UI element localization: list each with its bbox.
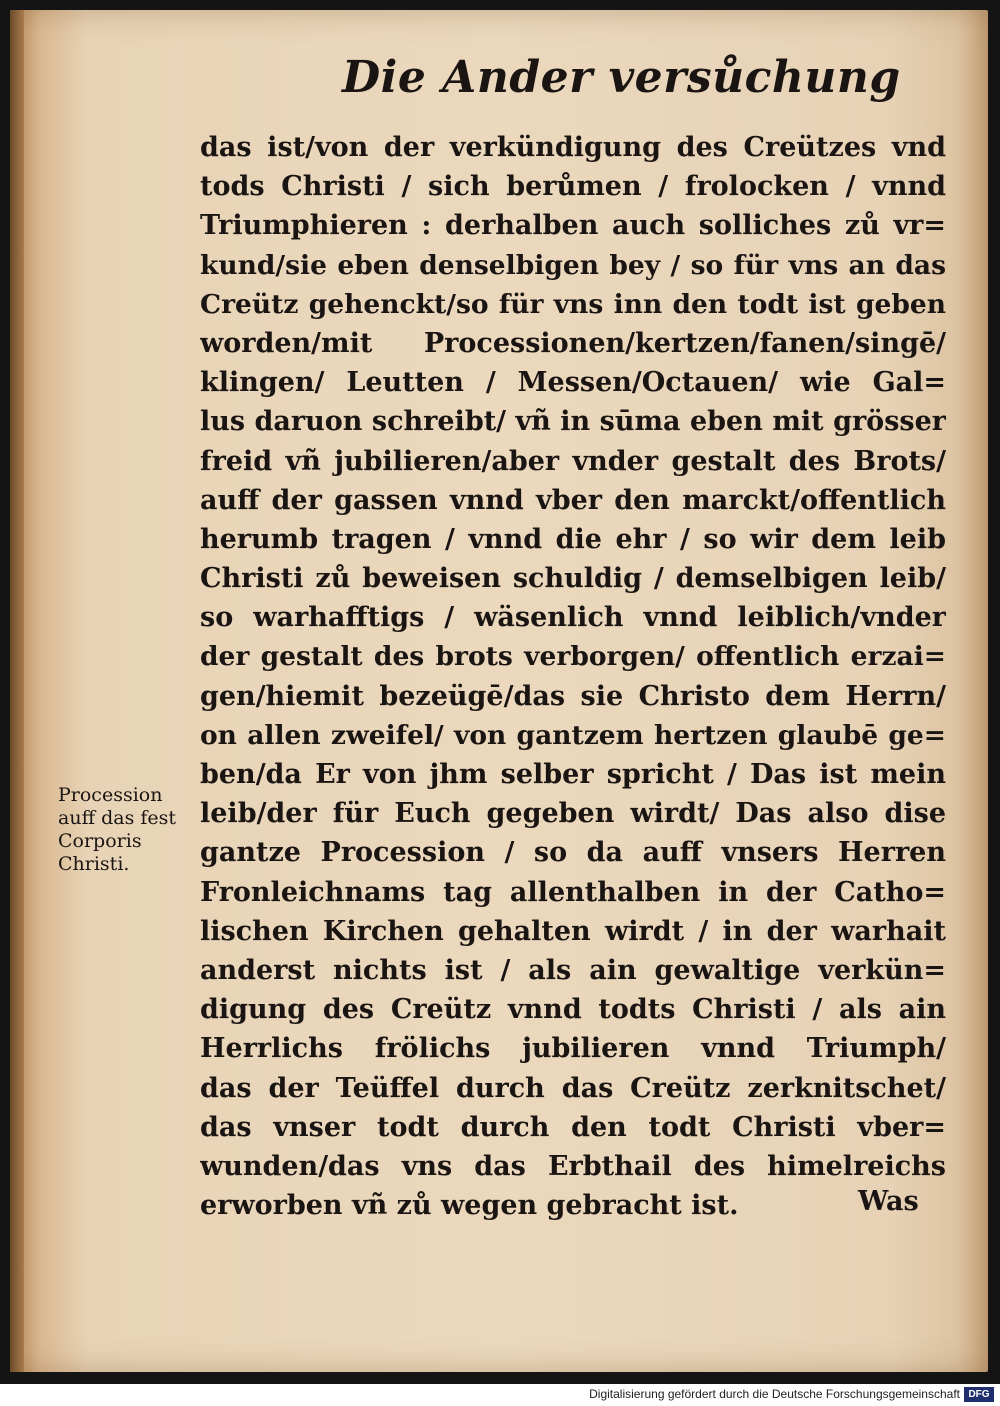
text-line: auff der gassen vnnd vber den marckt/offentlich: [200, 484, 946, 516]
dfg-logo: DFG: [964, 1387, 994, 1402]
text-line: kund/sie eben denselbigen bey / so für vns an das: [200, 249, 946, 281]
text-line: erworben vñ zů wegen gebracht ist.: [200, 1190, 739, 1222]
text-line: digung des Creütz vnnd todts Christi / als ain: [200, 994, 946, 1026]
text-line: das ist/von der verkündigung des Creützes vnd: [200, 132, 946, 163]
marginal-note-line: Procession: [58, 784, 163, 806]
text-line: ben/da Er von jhm selber spricht / Das ist mein: [200, 759, 946, 790]
text-line: worden/mit Processionen/kertzen/fanen/singē/: [200, 327, 946, 359]
text-line: wunden/das vns das Erbthail des himelreichs: [200, 1150, 946, 1182]
text-line: gen/hiemit bezeügē/das sie Christo dem Herrn/: [200, 680, 946, 712]
text-line: freid vñ jubilieren/aber vnder gestalt des Brots/: [200, 445, 946, 477]
marginal-note: [58, 784, 188, 876]
text-line: herumb tragen / vnnd die ehr / so wir dem leib: [200, 523, 946, 555]
text-line: Fronleichnams tag allenthalben in der Catho=: [200, 876, 946, 908]
marginal-note-line: Christi.: [58, 853, 130, 875]
marginal-note-line: auff das fest: [58, 807, 177, 829]
text-line: klingen/ Leutten / Messen/Octauen/ wie Gal=: [200, 367, 946, 399]
text-line: Christi zů beweisen schuldig / demselbigen leib/: [200, 563, 946, 595]
text-line: lischen Kirchen gehalten wirdt / in der warhait: [200, 915, 946, 947]
text-line: anderst nichts ist / als ain gewaltige verkün=: [200, 954, 946, 986]
footer-bar: [0, 1384, 1000, 1406]
text-line: on allen zweifel/ von gantzem hertzen glaubē ge=: [200, 719, 946, 751]
text-line: gantze Procession / so da auff vnsers Herren: [200, 837, 946, 869]
running-head: Die Ander versůchung: [342, 52, 901, 103]
page-gutter-edge: [10, 10, 24, 1372]
text-line: der gestalt des brots verborgen/ offentlich erzai=: [200, 641, 946, 673]
text-line: Creütz gehenckt/so für vns inn den todt ist geben: [200, 288, 946, 320]
body-text: [200, 128, 946, 1225]
text-line: tods Christi / sich berůmen / frolocken / vnnd: [200, 171, 946, 203]
text-line: Herrlichs frölichs jubilieren vnnd Triumph/: [200, 1033, 946, 1065]
catchword: Was: [858, 1186, 919, 1217]
text-line: Triumphieren : derhalben auch solliches zů vr=: [200, 210, 946, 242]
text-line: so warhafftigs / wäsenlich vnnd leiblich/vnder: [200, 602, 946, 634]
text-line: das der Teüffel durch das Creütz zerknitschet/: [200, 1072, 946, 1104]
text-line: leib/der für Euch gegeben wirdt/ Das also dise: [200, 798, 946, 830]
text-line: lus daruon schreibt/ vñ in sūma eben mit grösser: [200, 406, 946, 438]
funding-credit: Digitalisierung gefördert durch die Deutsche Forschungsgemeinschaft: [589, 1387, 960, 1401]
marginal-note-line: Corporis: [58, 830, 142, 852]
text-line: das vnser todt durch den todt Christi vber=: [200, 1111, 946, 1143]
